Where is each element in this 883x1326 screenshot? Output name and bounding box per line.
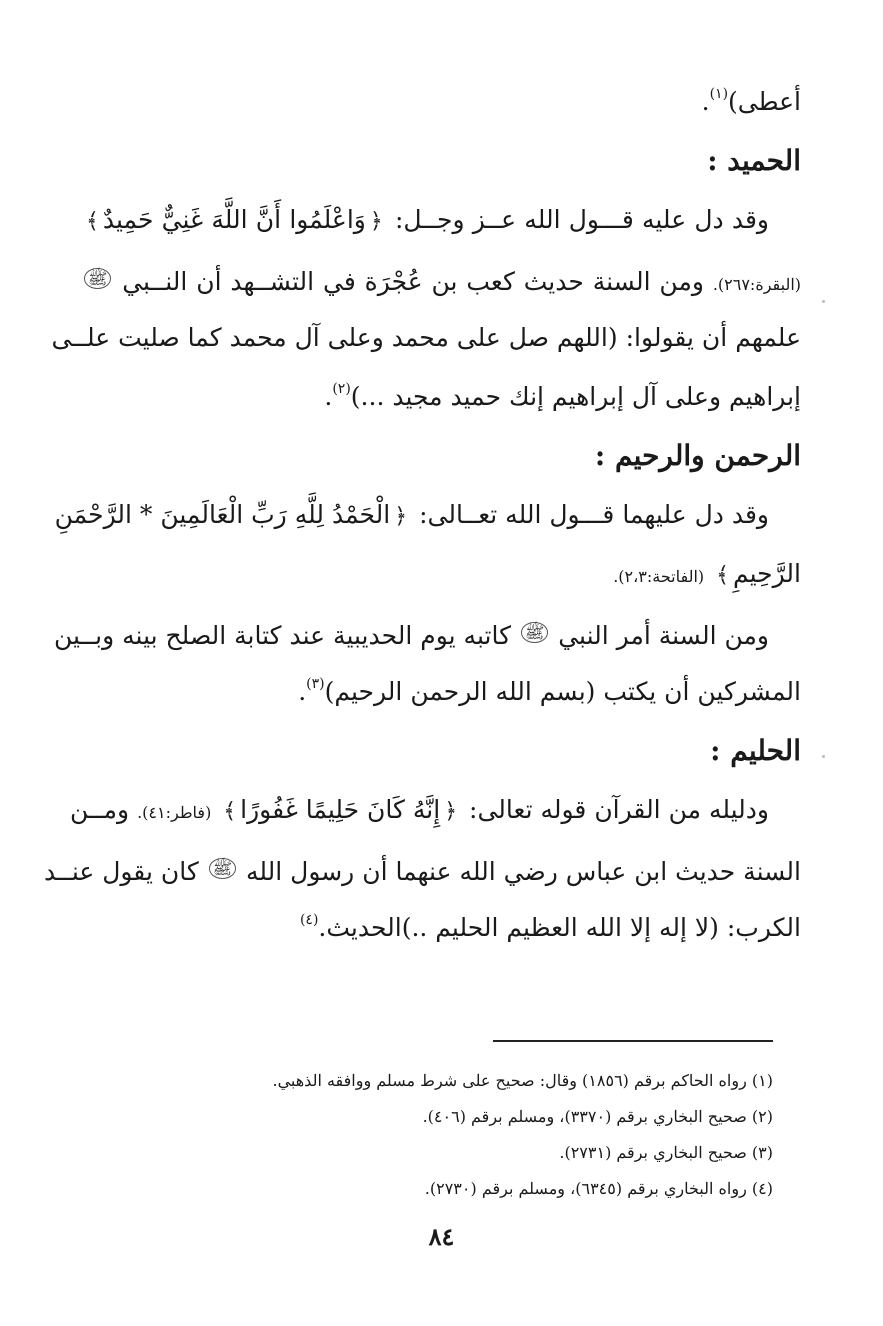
quran-brace-close: ﴾ xyxy=(716,563,729,588)
verse-reference-fatir: (فاطر:٤١). xyxy=(137,803,212,822)
text-line-10: ودليله من القرآن قوله تعالى: ﴿إِنَّهُ كَانَ حَلِيمًا غَفُورًا﴾ (فاطر:٤١). ومــن xyxy=(69,795,769,824)
footnote-ref-3[interactable]: (٣) xyxy=(306,676,325,692)
salutation-symbol: ﷺ xyxy=(209,858,236,879)
quran-brace-close: ﴾ xyxy=(86,209,99,234)
text-line-8: ومن السنة أمر النبي $^ﷺ$ كاتبه يوم الحديبية عند كتابة الصلح بينه وبــين xyxy=(53,621,769,650)
main-text xyxy=(44,72,802,957)
quran-verse-fatiha: الْحَمْدُ لِلَّهِ رَبِّ الْعَالَمِينَ * الرَّحْمَنِ xyxy=(54,500,391,529)
quran-verse-fatir: إِنَّهُ كَانَ حَلِيمًا غَفُورًا xyxy=(240,795,441,824)
footnote-separator xyxy=(493,1040,773,1042)
verse-reference-fatiha: (الفاتحة:٢،٣). xyxy=(613,567,705,586)
verse-reference-baqarah: (البقرة:٢٦٧). xyxy=(712,275,802,294)
footnote-2: (٢) صحيح البخاري برقم (٣٣٧٠)، ومسلم برقم (٤٠٦). xyxy=(422,1107,773,1126)
quran-verse-fatiha-end: الرَّحِيمِ xyxy=(733,559,801,588)
quran-brace-open: ﴿ xyxy=(394,504,408,529)
text-line-6: وقد دل عليهما قـــول الله تعــالى: ﴿الْحَمْدُ لِلَّهِ رَبِّ الْعَالَمِينَ * الرَّحْمَنِ xyxy=(54,500,769,529)
text-line-9: المشركين أن يكتب (بسم الله الرحمن الرحيم)$^{(٣)}$. xyxy=(298,676,801,706)
heading-al-halim: الحليم : xyxy=(710,734,801,767)
heading-al-rahman-al-rahim: الرحمن والرحيم : xyxy=(594,439,801,472)
salutation-symbol: ﷺ xyxy=(521,622,548,643)
footnote-ref-1[interactable]: (١) xyxy=(709,86,729,102)
quran-brace-open: ﴿ xyxy=(369,209,383,234)
text-line-12: الكرب: (لا إله إلا الله العظيم الحليم ..)الحديث.$^{(٤)}$ xyxy=(299,912,801,942)
quran-brace-close: ﴾ xyxy=(223,799,237,824)
footnote-ref-4[interactable]: (٤) xyxy=(299,912,319,928)
text-line-4: علمهم أن يقولوا: (اللهم صل على محمد وعلى آل محمد كما صليت علــى xyxy=(51,323,801,352)
text-line-3: (البقرة:٢٦٧). ومن السنة حديث كعب بن عُجْرَة في التشــهد أن النــبي $^ﷺ$ xyxy=(82,249,801,308)
text-line-2: وقد دل عليه قـــول الله عــز وجــل: ﴿وَاعْلَمُوا أَنَّ اللَّهَ غَنِيٌّ حَمِيدٌ﴾ xyxy=(82,190,801,249)
text-line-7 xyxy=(82,544,801,603)
scan-speck xyxy=(822,755,825,758)
text-line-1: أعطى)$^{(١)}$. xyxy=(701,86,801,116)
footnote-ref-2[interactable]: (٢) xyxy=(332,381,351,397)
footnote-4: (٤) رواه البخاري برقم (٦٣٤٥)، ومسلم برقم (٢٧٣٠). xyxy=(424,1179,773,1198)
salutation-symbol: ﷺ xyxy=(84,268,111,289)
heading-al-hamid: الحميد : xyxy=(707,144,801,177)
text-line-11: السنة حديث ابن عباس رضي الله عنهما أن رسول الله $^ﷺ$ كان يقول عنــد xyxy=(44,857,801,886)
quran-brace-open: ﴿ xyxy=(444,799,458,824)
footnote-1: (١) رواه الحاكم برقم (١٨٥٦) وقال: صحيح على شرط مسلم ووافقه الذهبي. xyxy=(272,1071,773,1090)
footnotes xyxy=(110,1063,773,1207)
footnote-3: (٣) صحيح البخاري برقم (٢٧٣١). xyxy=(559,1143,773,1162)
page-number: ٨٤ xyxy=(428,1222,455,1251)
text-line-5: إبراهيم وعلى آل إبراهيم إنك حميد مجيد ...)$^{(٢)}$. xyxy=(324,381,801,411)
quran-verse-baqarah: وَاعْلَمُوا أَنَّ اللَّهَ غَنِيٌّ حَمِيدٌ xyxy=(102,205,366,234)
scan-speck xyxy=(822,300,825,303)
